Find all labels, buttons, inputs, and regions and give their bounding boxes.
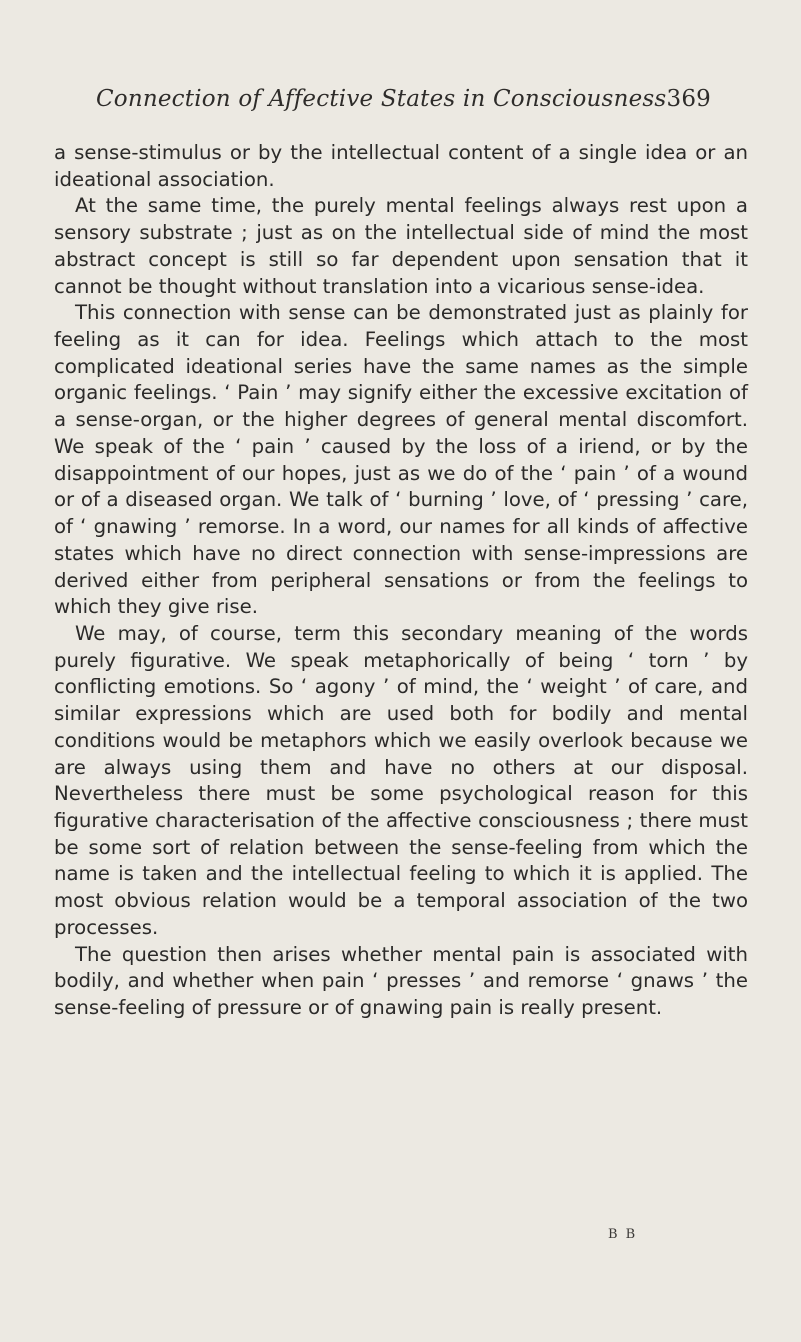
page-number: 369 [666, 86, 711, 112]
paragraph-3: This connection with sense can be demonstrated just as plainly for feeling as it can for idea. Feelings which attach to the most complicated ideational series have the same names as the simple organic feelings. ‘ Pain ’ may signify either the excessive excitation of a sense-organ, or the higher degrees of general mental discomfort. We speak of the ‘ pain ’ caused by the loss of a iriend, or by the disappointment of our hopes, just as we do of the ‘ pain ’ of a wound or of a diseased organ. We talk of ‘ burning ’ love, of ‘ pressing ’ care, of ‘ gnawing ’ remorse. In a word, our names for all kinds of affective states which have no direct connection with sense-impressions are derived either from peripheral sensations or from the feelings to which they give rise. [54, 301, 748, 619]
body-text [54, 140, 748, 1022]
signature-mark: B B [608, 1227, 638, 1242]
paragraph-2: At the same time, the purely mental feelings always rest upon a sensory substrate ; just as on the intellectual side of mind the most abstract concept is still so far dependent upon sensation that it cannot be thought without translation into a vicarious sense-idea. [54, 194, 748, 298]
paragraph-4: We may, of course, term this secondary meaning of the words purely figurative. We speak metaphorically of being ‘ torn ’ by conflicting emotions. So ‘ agony ’ of mind, the ‘ weight ’ of care, and similar expressions which are used both for bodily and mental conditions would be metaphors which we easily overlook because we are always using them and have no others at our disposal. Nevertheless there must be some psychological reason for this figurative characterisation of the affective consciousness ; there must be some sort of relation between the sense-feeling from which the name is taken and the intellectual feeling to which it is applied. The most obvious relation would be a temporal association of the two processes. [54, 621, 748, 939]
paragraph-5: The question then arises whether mental pain is associated with bodily, and whether when pain ‘ presses ’ and remorse ‘ gnaws ’ the sense-feeling of pressure or of gnawing pain is really present. [54, 942, 748, 1019]
running-header [96, 86, 711, 112]
paragraph-1: a sense-stimulus or by the intellectual content of a single idea or an ideational association. [54, 141, 748, 191]
header-title: Connection of Affective States in Consciousness [96, 86, 667, 112]
